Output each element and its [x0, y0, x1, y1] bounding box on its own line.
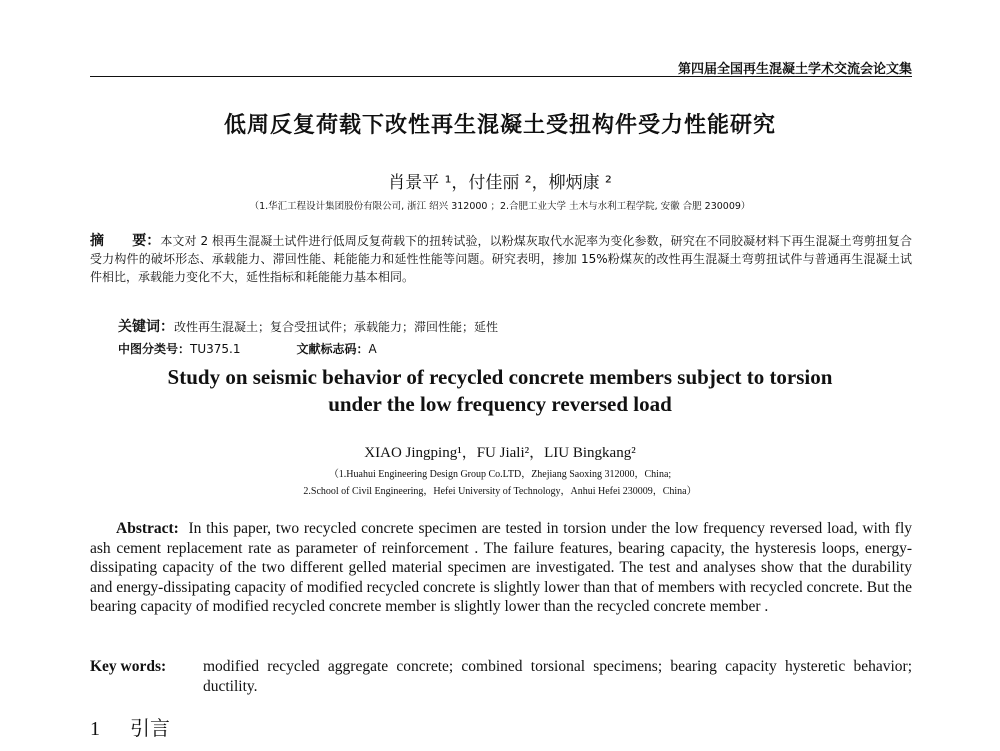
section-heading	[90, 712, 170, 741]
classification-line	[118, 340, 377, 357]
chinese-keywords-label: 关键词：	[118, 319, 174, 335]
chinese-affiliations: （1.华汇工程设计集团股份有限公司, 浙江 绍兴 312000 ；2.合肥工业大学 土木与水利工程学院, 安徽 合肥 230009）	[249, 201, 751, 212]
chinese-authors: 肖景平 ¹，付佳丽 ²，柳炳康 ²	[388, 173, 612, 193]
english-affiliation-line-2: 2.School of Civil Engineering，Hefei University of Technology，Anhui Hefei 230009，China）	[303, 486, 697, 497]
english-title-line-2: under the low frequency reversed load	[328, 392, 672, 416]
chinese-keywords	[118, 316, 498, 336]
classification-value: TU375.1	[190, 342, 241, 356]
chinese-abstract-text: 本文对 2 根再生混凝土试件进行低周反复荷载下的扭转试验，以粉煤灰取代水泥率为变化参数，研究在不同胶凝材料下再生混凝土弯剪扭复合受力构件的破坏形态、承载能力、滞回性能、耗能能力和延性性能等问题。研究表明，掺加 15%粉煤灰的改性再生混凝土弯剪扭试件与普通再生混凝土试件相比，承载能力变化不大，延性指标和耗能能力基本相同。	[90, 234, 912, 284]
english-keywords-label: Key words:	[90, 658, 167, 675]
section-title: 引言	[130, 716, 170, 740]
chinese-keywords-text: 改性再生混凝土；复合受扭试件；承载能力；滞回性能；延性	[174, 320, 499, 334]
chinese-abstract-label: 摘 要：	[90, 233, 161, 249]
chinese-title: 低周反复荷载下改性再生混凝土受扭构件受力性能研究	[223, 113, 776, 138]
document-code-label: 文献标志码：	[296, 342, 369, 356]
english-title	[0, 364, 1000, 418]
chinese-abstract	[90, 232, 912, 286]
english-affiliations	[0, 466, 1000, 500]
section-number: 1	[90, 718, 100, 740]
english-authors: XIAO Jingping¹，FU Jiali²，LIU Bingkang²	[364, 445, 636, 461]
english-title-line-1: Study on seismic behavior of recycled concrete members subject to torsion	[167, 365, 833, 389]
classification-label: 中图分类号：	[118, 342, 191, 356]
english-keywords-text: modified recycled aggregate concrete; combined torsional specimens; bearing capacity hysteretic behavior; ductility.	[203, 658, 912, 695]
english-affiliation-line-1: （1.Huahui Engineering Design Group Co.LTD，Zhejiang Saoxing 312000，China;	[328, 469, 672, 480]
english-abstract-label: Abstract:	[116, 520, 179, 537]
running-header: 第四届全国再生混凝土学术交流会论文集	[677, 62, 912, 77]
english-abstract-text: In this paper, two recycled concrete specimen are tested in torsion under the low frequency reversed load, with fly ash cement replacement rate as parameter of reinforcement . The failure features, bearing capacity, the hysteresis loops, energy-dissipating capacity of the two different gelled material specimen are investigated. The test and analyses show that the durability and energy-dissipating capacity of modified recycled concrete is slightly lower than that of members with recycled concrete. But the bearing capacity of modified recycled concrete member is slightly lower than the recycled concrete member .	[90, 520, 913, 615]
english-keywords	[90, 657, 912, 696]
header-rule	[90, 76, 912, 77]
english-abstract	[90, 519, 912, 617]
document-code-value: A	[368, 342, 377, 356]
